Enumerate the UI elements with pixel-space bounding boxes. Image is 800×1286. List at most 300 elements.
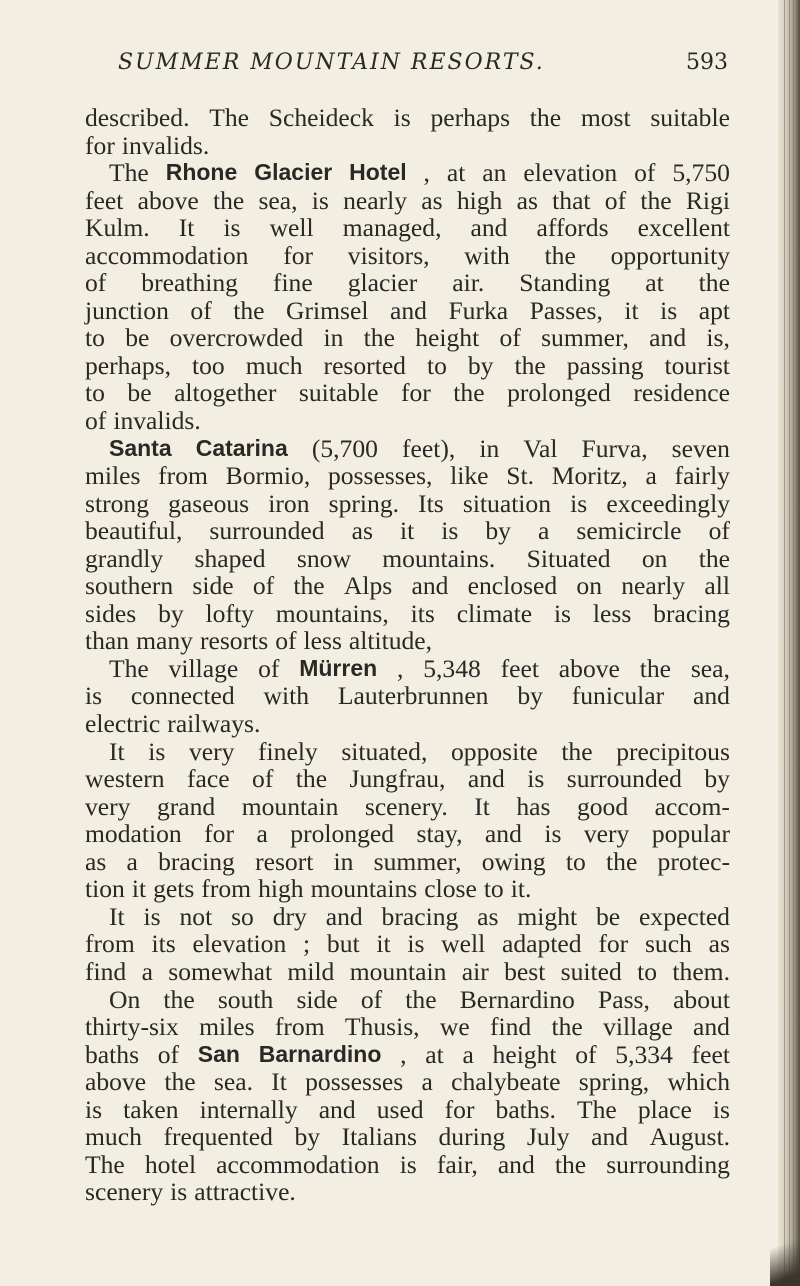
word: less: [592, 598, 632, 628]
word: precipitous: [616, 736, 730, 766]
word: resorted: [323, 350, 406, 380]
word: is: [544, 819, 562, 849]
word: bracing: [653, 598, 730, 628]
text-line: [85, 490, 730, 518]
word: The: [209, 103, 249, 132]
bold-word: Mürren: [299, 654, 378, 681]
word: but: [326, 929, 360, 959]
bold-word: Glacier: [254, 159, 333, 186]
word: perhaps: [430, 103, 511, 132]
word: surrounded: [209, 516, 325, 546]
word: the: [529, 103, 562, 132]
word: for: [598, 929, 629, 959]
word: Scheideck: [268, 103, 374, 132]
word: It: [109, 736, 125, 766]
word: to: [426, 350, 447, 380]
word: south: [217, 984, 274, 1014]
word: surrounding: [606, 1149, 730, 1179]
text-line: [85, 324, 730, 352]
word: It: [178, 213, 195, 243]
word: southern: [85, 571, 174, 601]
word: place: [637, 1094, 692, 1124]
word: is: [393, 103, 411, 132]
word: which: [667, 1067, 730, 1097]
word: Jungfrau,: [349, 764, 446, 794]
word: of: [190, 295, 212, 325]
text-line: [85, 627, 730, 655]
word: above: [558, 653, 620, 683]
word: well: [269, 213, 314, 243]
word: close: [424, 874, 477, 904]
word: Furva,: [581, 433, 648, 463]
word: bracing: [381, 901, 459, 931]
bold-word: San: [197, 1040, 240, 1067]
word: of: [634, 158, 656, 188]
word: nearly: [621, 571, 686, 601]
text-line: [85, 187, 730, 215]
text-line: [85, 710, 730, 738]
word: is: [399, 1149, 417, 1179]
word: scenery: [85, 1177, 164, 1207]
word: climate: [456, 598, 533, 628]
word: sea,: [690, 653, 730, 683]
word: resorts: [199, 626, 269, 656]
word: Moritz,: [551, 461, 628, 491]
word: baths: [85, 1039, 140, 1069]
word: the: [698, 543, 730, 573]
word: The: [576, 1094, 617, 1124]
word: the: [453, 378, 485, 408]
word: excellent: [637, 213, 730, 243]
word: as: [421, 185, 443, 215]
word: a: [256, 819, 268, 849]
text-line: [85, 875, 730, 903]
word: by: [467, 350, 494, 380]
word: The: [109, 653, 149, 683]
word: It: [474, 791, 490, 821]
word: as: [708, 929, 730, 959]
word: an: [482, 158, 507, 188]
word: visitors,: [347, 240, 430, 270]
word: ;: [303, 929, 311, 959]
word: good: [576, 791, 629, 821]
word: beautiful,: [85, 516, 183, 546]
word: Its: [418, 488, 444, 518]
word: is: [148, 736, 166, 766]
word: at: [645, 268, 664, 298]
word: the: [561, 736, 593, 766]
word: too: [191, 350, 225, 380]
text-line: [85, 903, 730, 931]
word: used: [376, 1094, 424, 1124]
word: by: [294, 1122, 321, 1152]
word: on: [576, 571, 602, 601]
text-line: [85, 738, 730, 766]
word: as: [477, 901, 499, 931]
word: its: [410, 598, 435, 628]
word: situated,: [341, 736, 428, 766]
word: described.: [85, 103, 190, 132]
word: opposite: [450, 736, 538, 766]
word: suitable: [298, 378, 379, 408]
text-line: [85, 986, 730, 1014]
word: grandly: [85, 543, 164, 573]
text-line: [85, 269, 730, 297]
page-binding-corner: [770, 1236, 800, 1286]
word: shaped: [194, 543, 266, 573]
word: snow: [296, 543, 351, 573]
word: with: [263, 681, 309, 711]
word: overcrowded: [169, 323, 304, 353]
word: possesses,: [327, 461, 433, 491]
word: Val: [523, 433, 558, 463]
word: perhaps,: [85, 350, 171, 380]
word: sea.: [213, 1067, 253, 1097]
word: of: [85, 406, 107, 436]
page-number: 593: [686, 50, 728, 75]
word: a: [141, 956, 153, 986]
word: mountain: [241, 791, 339, 821]
word: and: [467, 764, 505, 794]
word: gets: [153, 874, 195, 904]
word: summer,: [541, 323, 629, 353]
word: be: [127, 378, 152, 408]
text-line: [85, 848, 730, 876]
word: very: [85, 791, 131, 821]
word: grand: [156, 791, 216, 821]
word: about: [673, 984, 730, 1014]
word: managed,: [342, 213, 442, 243]
text-line: [85, 297, 730, 325]
word: prolonged: [507, 378, 611, 408]
word: is: [170, 1177, 188, 1207]
word: passing: [566, 350, 644, 380]
word: to: [85, 323, 105, 353]
word: its: [151, 929, 176, 959]
text-line: [85, 462, 730, 490]
word: the: [293, 571, 325, 601]
word: suitable: [650, 103, 730, 132]
word: accommodation: [216, 1149, 380, 1179]
word: Passes,: [529, 295, 603, 325]
word: as: [85, 846, 107, 876]
text-line: [85, 407, 730, 435]
word: Pass,: [598, 984, 650, 1014]
word: accommodation: [85, 240, 249, 270]
word: of: [258, 653, 280, 683]
word: feet: [691, 1039, 730, 1069]
word: Furka: [448, 295, 509, 325]
text-line: [85, 1096, 730, 1124]
word: mountains.: [382, 543, 496, 573]
text-line: [85, 1123, 730, 1151]
word: strong: [85, 488, 149, 518]
word: above: [85, 1067, 147, 1097]
word: with: [464, 240, 510, 270]
word: at: [425, 1039, 444, 1069]
text-line: [85, 572, 730, 600]
word: much: [85, 1122, 142, 1152]
word: the: [698, 268, 730, 298]
word: is: [660, 295, 678, 325]
word: less: [303, 626, 342, 656]
word: expected: [639, 901, 730, 931]
word: to: [85, 378, 105, 408]
word: the: [363, 323, 395, 353]
word: it: [399, 516, 415, 546]
word: find: [85, 956, 127, 986]
bold-word: Barnardino: [258, 1040, 382, 1067]
word: surrounded: [566, 764, 682, 794]
text-line: [85, 352, 730, 380]
body-text: [85, 104, 730, 1206]
word: we: [439, 1012, 470, 1042]
word: it: [131, 874, 147, 904]
bold-word: Hotel: [349, 159, 407, 186]
word: all: [704, 571, 730, 601]
word: railways.: [167, 709, 261, 739]
word: altogether: [174, 378, 277, 408]
word: village: [603, 1012, 673, 1042]
word: of: [252, 764, 274, 794]
word: Alps: [343, 571, 393, 601]
word: on: [641, 543, 668, 573]
word: and: [389, 295, 427, 325]
word: residence: [633, 378, 730, 408]
word: Bormio,: [225, 461, 311, 491]
word: the: [640, 185, 672, 215]
word: Italians: [341, 1122, 417, 1152]
word: not: [179, 901, 213, 931]
word: most: [580, 103, 631, 132]
word: connected: [130, 681, 235, 711]
word: them.: [672, 956, 730, 986]
word: the: [544, 240, 576, 270]
word: a: [126, 846, 138, 876]
word: of: [708, 516, 730, 546]
word: is: [85, 1094, 103, 1124]
word: it: [624, 295, 639, 325]
word: is: [85, 681, 103, 711]
text-line: [85, 104, 730, 132]
word: and: [649, 323, 687, 353]
word: the: [606, 846, 638, 876]
text-line: [85, 793, 730, 821]
running-title: SUMMER MOUNTAIN RESORTS.: [118, 50, 545, 75]
word: of: [360, 984, 383, 1014]
word: a: [537, 516, 550, 546]
word: suited: [560, 956, 622, 986]
word: somewhat: [168, 956, 273, 986]
word: the: [164, 1067, 196, 1097]
bold-word: Catarina: [195, 434, 288, 461]
word: seven: [671, 433, 730, 463]
text-line: [85, 1178, 730, 1206]
word: finely: [258, 736, 318, 766]
word: dry: [272, 901, 307, 931]
word: Lauterbrunnen: [337, 681, 489, 711]
word: is: [570, 488, 588, 518]
word: funicular: [571, 681, 665, 711]
word: from: [158, 461, 208, 491]
word: village: [168, 653, 239, 683]
word: to: [483, 874, 504, 904]
word: of: [499, 323, 521, 353]
word: baths.: [495, 1094, 556, 1124]
word: for: [444, 1094, 475, 1124]
word: protec-: [657, 846, 730, 876]
word: breathing: [141, 268, 238, 298]
word: many: [136, 626, 193, 656]
word: prolonged: [290, 819, 395, 849]
text-line: [85, 820, 730, 848]
word: mountain: [349, 956, 447, 986]
word: of: [575, 1039, 597, 1069]
text-line: [85, 655, 730, 683]
word: by: [485, 516, 511, 546]
word: a: [421, 1067, 433, 1097]
word: Rigi: [685, 185, 730, 215]
word: the: [405, 984, 437, 1014]
word: is: [407, 929, 425, 959]
text-line: [85, 517, 730, 545]
word: fairly: [674, 461, 730, 491]
text-line: [85, 1041, 730, 1069]
bold-word: Santa: [109, 434, 172, 461]
word: height: [492, 1039, 557, 1069]
word: of: [252, 571, 275, 601]
word: opportunity: [610, 240, 730, 270]
word: junction: [85, 295, 169, 325]
word: might: [517, 901, 578, 931]
word: elevation: [523, 158, 618, 188]
word: feet: [85, 185, 124, 215]
word: as: [351, 516, 373, 546]
word: that: [552, 185, 591, 215]
text-line: [85, 1151, 730, 1179]
word: invalids.: [121, 130, 210, 160]
word: a: [645, 461, 657, 491]
word: exceedingly: [606, 488, 730, 518]
word: it.: [510, 874, 532, 904]
word: (5,700: [311, 433, 378, 463]
word: Situated: [526, 543, 611, 573]
word: glacier: [347, 268, 418, 298]
word: spring.: [328, 488, 400, 518]
word: and: [318, 1094, 356, 1124]
word: and: [411, 571, 449, 601]
word: and: [591, 1122, 629, 1152]
word: the: [233, 295, 265, 325]
word: and: [497, 1149, 535, 1179]
word: best: [504, 956, 546, 986]
text-line: [85, 682, 730, 710]
word: accom-: [654, 791, 730, 821]
word: 5,348: [423, 653, 481, 683]
word: frequented: [163, 1122, 273, 1152]
word: and: [693, 1012, 730, 1042]
word: Grimsel: [286, 295, 369, 325]
word: miles: [199, 1012, 255, 1042]
word: and: [484, 819, 522, 849]
text-line: [85, 930, 730, 958]
word: apt: [698, 295, 730, 325]
word: side: [296, 984, 338, 1014]
word: by: [517, 681, 543, 711]
word: find: [489, 1012, 532, 1042]
word: fine: [272, 268, 313, 298]
word: and: [470, 213, 508, 243]
word: in: [323, 323, 344, 353]
word: summer,: [373, 846, 462, 876]
word: the: [554, 1149, 587, 1179]
word: is: [143, 901, 161, 931]
text-line: [85, 132, 730, 160]
word: situation: [462, 488, 552, 518]
word: It: [109, 901, 125, 931]
text-line: [85, 242, 730, 270]
word: high: [456, 185, 503, 215]
word: adapted: [502, 929, 582, 959]
word: is: [527, 764, 545, 794]
word: well: [441, 929, 486, 959]
word: is,: [706, 323, 730, 353]
text-line: [85, 1013, 730, 1041]
word: a: [462, 1039, 474, 1069]
word: air.: [452, 268, 485, 298]
word: possesses: [305, 1067, 404, 1097]
word: for: [400, 378, 431, 408]
word: electric: [85, 709, 161, 739]
word: height: [415, 323, 480, 353]
word: at: [446, 158, 466, 188]
word: mountains: [310, 874, 418, 904]
word: so: [231, 901, 254, 931]
word: resort: [255, 846, 314, 876]
word: Standing: [519, 268, 611, 298]
word: of: [85, 268, 107, 298]
word: to: [637, 956, 658, 986]
word: Kulm.: [85, 213, 150, 243]
word: owing: [481, 846, 546, 876]
word: enclosed: [467, 571, 558, 601]
word: is: [223, 213, 241, 243]
word: Thusis,: [344, 1012, 420, 1042]
word: thirty-six: [85, 1012, 179, 1042]
word: side: [192, 571, 234, 601]
word: taken: [123, 1094, 179, 1124]
word: to: [565, 846, 586, 876]
word: in: [333, 846, 354, 876]
word: iron: [268, 488, 310, 518]
word: for: [204, 819, 234, 849]
page-binding-edge: [778, 0, 800, 1286]
word: like: [450, 461, 489, 491]
word: ,: [396, 653, 404, 683]
word: spring,: [578, 1067, 650, 1097]
word: very: [188, 736, 235, 766]
word: for: [85, 130, 115, 160]
word: feet: [500, 653, 539, 683]
word: fair,: [436, 1149, 478, 1179]
word: altitude,: [348, 626, 433, 656]
word: gaseous: [168, 488, 250, 518]
word: the: [295, 764, 328, 794]
word: of: [604, 185, 627, 215]
word: during: [438, 1122, 506, 1152]
word: such: [644, 929, 692, 959]
word: 5,334: [615, 1039, 673, 1069]
